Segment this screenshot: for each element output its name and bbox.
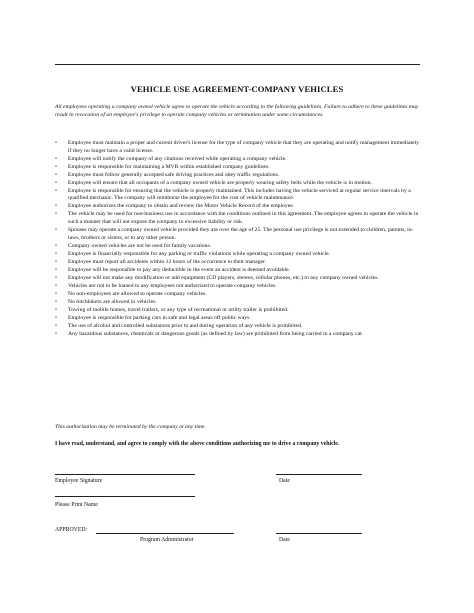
bullet-icon: •	[55, 211, 57, 218]
rule-text: Employee is responsible for parking cars in safe and legal areas off public ways.	[68, 314, 251, 321]
rule-text: No non-employees are allowed to operate company vehicles.	[68, 290, 207, 297]
rule-item	[55, 323, 420, 331]
rule-text: Employee will not make any modification or add equipment (CD players, stereos, cellular phones, etc.) to any company owned vehicles.	[68, 274, 379, 281]
rule-item	[55, 251, 420, 259]
employee-date-line[interactable]	[276, 474, 362, 475]
employee-date-label: Date	[279, 478, 290, 484]
bullet-icon: •	[55, 171, 57, 178]
rule-text: Employee is financially responsible for any parking or traffic violations while operating a company owned vehicle.	[68, 250, 331, 257]
rule-item	[55, 331, 420, 339]
rule-text: Employee must maintain a proper and current driver's license for the type of company vehicle that they are operating and notify management immediately if they no longer have a valid license.	[68, 140, 419, 154]
approval-date-label: Date	[279, 537, 290, 543]
bullet-icon: •	[55, 290, 57, 297]
bullet-icon: •	[55, 163, 57, 170]
rule-item	[55, 283, 420, 291]
employee-signature-label: Employee Signature	[55, 478, 103, 484]
rule-item	[55, 315, 420, 323]
program-admin-signature-line[interactable]	[96, 533, 234, 534]
rule-item	[55, 227, 420, 242]
rule-item	[55, 291, 420, 299]
header-rule	[55, 64, 420, 65]
print-name-line[interactable]	[55, 496, 195, 497]
rule-text: The vehicle may be used for non-business use in accordance with the conditions outlined in this agreement. The employee agrees to operate the vehicle in such a manner that will not expose the company to excessive liability or risk.	[68, 211, 419, 225]
bullet-icon: •	[55, 331, 57, 337]
document-title: VEHICLE USE AGREEMENT-COMPANY VEHICLES	[130, 84, 344, 94]
rule-text: Employee is responsible for ensuring that the vehicle is properly maintained. This includes having the vehicle serviced at regular service intervals by a qualified mechanic. The company will reimburse the employee for the cost of vehicle maintenance.	[68, 187, 411, 202]
acknowledgement-statement: I have read, understand, and agree to comply with the above conditions authorizing me to drive a company vehicle.	[55, 441, 340, 447]
rule-text: Employee is responsible for maintaining a MVR within established company guidelines.	[68, 163, 270, 170]
rule-item	[55, 172, 420, 180]
rule-item	[55, 156, 420, 164]
rule-item	[55, 243, 420, 251]
rule-item	[55, 275, 420, 283]
bullet-icon: •	[55, 306, 57, 313]
rule-text: Spouses may operate a company owned vehicle provided they are over the age of 25. The personal use privilege is not extended to children, parents, in-laws, brothers or sisters, or to any other person.	[68, 227, 414, 241]
rule-item	[55, 164, 420, 172]
rule-item	[55, 307, 420, 315]
bullet-icon: •	[55, 314, 57, 321]
rule-text: Towing of mobile homes, travel trailers, or any type of recreational or utility trailer is prohibited.	[68, 306, 289, 313]
bullet-icon: •	[55, 227, 57, 234]
bullet-icon: •	[55, 140, 57, 146]
termination-note: This authorization may be terminated by the company at any time.	[55, 424, 206, 430]
bullet-icon: •	[55, 266, 57, 273]
rule-text: Any hazardous substances, chemicals or dangerous goods (as defined by law) are prohibited from being carried in a company car.	[68, 331, 364, 337]
rule-item	[55, 180, 420, 188]
bullet-icon: •	[55, 203, 57, 210]
bullet-icon: •	[55, 155, 57, 162]
rule-item	[55, 211, 420, 226]
rule-text: Vehicles are not to be loaned to any employees not authorized to operate company vehicles.	[68, 282, 277, 289]
bullet-icon: •	[55, 282, 57, 289]
rule-text: No hitchhikers are allowed in vehicles.	[68, 298, 157, 305]
approved-label: APPROVED:	[55, 527, 88, 533]
rule-text: Employee must report all accidents within 12 hours of the occurrence to their manager.	[68, 258, 267, 265]
bullet-icon: •	[55, 322, 57, 329]
rule-item	[55, 267, 420, 275]
rule-text: Employee will be responsible to pay any deductible in the event an accident is deemed avoidable.	[68, 266, 291, 273]
bullet-icon: •	[55, 179, 57, 186]
intro-paragraph: All employees operating a company owned vehicle agree to operate the vehicle according to the following guidelines. Failure to adhere to these guidelines may result in revocation of an employee's privilege to operate company vehicles or termination under some circumstances.	[55, 104, 419, 118]
rule-text: Employee must follow generally accepted safe driving practices and obey traffic regulations.	[68, 171, 280, 178]
print-name-label: Please Print Name	[55, 502, 98, 508]
bullet-icon: •	[55, 274, 57, 281]
bullet-icon: •	[55, 258, 57, 265]
bullet-icon: •	[55, 242, 57, 249]
rule-text: Employee authorizes the company to obtain and review the Motor Vehicle Record of the employee.	[68, 203, 295, 210]
employee-signature-line[interactable]	[55, 474, 195, 475]
rule-item	[55, 299, 420, 307]
rule-text: Employee will ensure that all occupants of a company owned vehicle are properly wearing safety belts while the vehicle is in motion.	[68, 179, 372, 186]
rule-item	[55, 259, 420, 267]
bullet-icon: •	[55, 250, 57, 257]
rule-text: Employee will notify the company of any citations received while operating a company vehicle.	[68, 155, 287, 162]
rules-list	[55, 140, 420, 339]
rule-text: Company owned vehicles are not be used for family vacations.	[68, 242, 212, 249]
rule-item	[55, 203, 420, 211]
program-admin-label: Program Administrator	[140, 537, 194, 543]
bullet-icon: •	[55, 187, 57, 194]
rule-item	[55, 188, 420, 203]
rule-text: The use of alcohol and controlled substances prior to and during operation of any vehicle is prohibited.	[68, 322, 303, 329]
rule-item	[55, 140, 420, 155]
approval-date-line[interactable]	[276, 533, 362, 534]
bullet-icon: •	[55, 298, 57, 305]
